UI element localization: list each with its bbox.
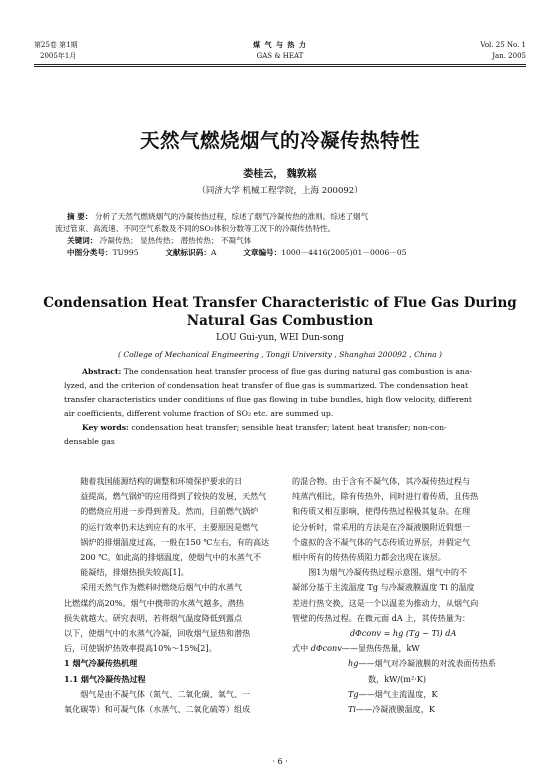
paragraph-5 (292, 565, 506, 626)
text-line: 益提高，燃气锅炉的应用得到了较快的发展，天然气 (80, 491, 267, 502)
article-id-label: 文章编号： (243, 248, 282, 257)
definition-row (292, 656, 506, 671)
definition-text: ——烟气对冷凝液膜的对流表面传热系 (358, 658, 497, 669)
text-line: 以下，使烟气中的水蒸气冷凝，回收烟气显热和潜热 (64, 628, 251, 639)
abstract-en-label: Abstract: (82, 367, 122, 376)
body-left-column (64, 474, 278, 717)
doc-code-label: 文献标识码： (165, 248, 211, 257)
text-line: 比燃煤约高20%。烟气中携带的水蒸气越多，潜热 (64, 597, 244, 608)
text-line: 锅炉的排烟温度过高，一般在150 ℃左右，有的高达 (80, 536, 270, 547)
keywords-cn-text: 冷凝传热； 显热传热； 潜热传热； 不凝气体 (99, 236, 252, 245)
paragraph-3 (64, 687, 278, 717)
definition-row (292, 687, 506, 702)
definition-row (292, 641, 506, 656)
page-number: · 6 · (272, 757, 288, 766)
definitions (292, 641, 506, 717)
abstract-en (64, 365, 512, 449)
header-rule-bottom (34, 66, 526, 67)
authors-en: LOU Gui-yun, WEI Dun-song (216, 333, 344, 343)
definition-symbol: Tg (348, 688, 359, 699)
definition-prefix: 式中 (292, 643, 311, 654)
definition-symbol: Ti (348, 704, 356, 715)
text-line: 随着我国能源结构的调整和环境保护要求的日 (80, 476, 243, 486)
definition-row (292, 672, 506, 687)
definition-symbol: hg (348, 658, 359, 669)
text-line: 论分析时，常采用的方法是在冷凝液膜附近假想一 (292, 521, 471, 532)
paper-title-cn: 天然气燃烧烟气的冷凝传热特性 (139, 129, 420, 152)
definition-text: 数，kW/(m²·K) (368, 673, 426, 684)
section-heading-1-1: 1.1 烟气冷凝传热过程 (64, 673, 146, 684)
paragraph-1 (64, 474, 278, 580)
definition-symbol: dΦconv (310, 643, 342, 654)
keywords-en-line2: densable gas (64, 437, 115, 446)
text-line: 管壁的传热过程。在微元面 dA 上，其传热量为： (292, 612, 471, 623)
text-line: 损失就越大。研究表明，若将烟气温度降低到露点 (64, 612, 243, 623)
text-line: 采用天然气作为燃料时燃烧后烟气中的水蒸气 (80, 582, 243, 593)
definition-text: ——烟气主流温度，K (358, 688, 438, 699)
abstract-en-line3: transfer characteristics under conditions of flue gas flowing in tube bundles, high flow velocity, different (64, 395, 472, 404)
journal-name-en: GAS & HEAT (256, 52, 304, 60)
keywords-cn-label: 关键词： (67, 236, 98, 245)
text-line: 纯蒸汽相比，除有传热外，同时进行着传质，且传热 (292, 491, 479, 502)
text-line: 烟气是由不凝气体（氮气、二氧化碳、氧气、一 (80, 688, 251, 699)
paper-title-en (0, 294, 560, 330)
text-line: 的运行效率仍未达到应有的水平，主要原因是燃气 (80, 521, 259, 532)
text-line: 和传质又相互影响，使得传热过程极其复杂。在理 (292, 506, 471, 517)
text-line: 氧化碳等）和可凝气体（水蒸气、二氧化硫等）组成 (64, 704, 251, 715)
keywords-en-line1: condensation heat transfer; sensible heat transfer; latent heat transfer; non-con- (131, 423, 447, 432)
paragraph-2 (64, 580, 278, 656)
volume-issue-cn: 第25卷 第1期 (34, 41, 78, 49)
date-en: Jan. 2005 (492, 52, 526, 60)
abstract-cn-label: 摘 要： (67, 212, 93, 221)
paper-title-en-line1: Condensation Heat Transfer Characteristic of Flue Gas During (43, 295, 517, 311)
text-line: 能凝结，排烟热损失较高[1]。 (80, 567, 189, 578)
affiliation-cn: （同济大学 机械工程学院，上海 200092） (197, 186, 363, 196)
text-line: 相中所有的传热传质阻力都会出现在该层。 (292, 552, 446, 563)
paper-title-en-line2: Natural Gas Combustion (186, 313, 374, 329)
volume-issue-en: Vol. 25 No. 1 (480, 41, 526, 49)
text-line: 的混合物。由于含有不凝气体，其冷凝传热过程与 (292, 476, 471, 486)
journal-name-cn: 煤 气 与 热 力 (253, 40, 307, 49)
abstract-cn-line2: 流过管束、高流速、不同空气系数及不同的SO₂体积分数等工况下的冷凝传热特性。 (55, 224, 336, 233)
text-line: 后，可使锅炉热效率提高10%～15%[2]。 (64, 643, 217, 654)
keywords-en-label: Key words: (82, 423, 129, 432)
doc-code: A (210, 248, 217, 257)
abstract-en-line4: air coefficients, different volume fraction of SO₂ etc. are summed up. (64, 409, 334, 418)
authors-cn: 娄桂云， 魏敦崧 (243, 169, 317, 180)
clc-label: 中图分类号： (67, 248, 113, 257)
paragraph-4 (292, 474, 506, 565)
text-line: 的燃烧应用进一步得到普及。然而，目前燃气锅炉 (80, 506, 259, 517)
definition-row (292, 702, 506, 717)
date-cn: 2005年1月 (40, 52, 77, 60)
text-line: 差进行热交换，这是一个以温差为推动力，从烟气向 (292, 597, 479, 608)
article-id: 1000－4416(2005)01－0006－05 (281, 248, 407, 257)
abstract-en-line2: lyzed, and the criterion of condensation heat transfer of flue gas is summarized. The condensation heat (64, 381, 469, 390)
definition-text: ——显热传热量，kW (341, 643, 420, 654)
text-line: 个虚拟的含不凝气体的气态传质边界层，并假定气 (292, 536, 471, 547)
abstract-cn-line1: 分析了天然气燃烧烟气的冷凝传热过程，综述了烟气冷凝传热的准则。综述了烟气 (94, 212, 369, 221)
clc-number: TU995 (112, 248, 139, 257)
definition-text: ——冷凝液膜温度，K (356, 704, 435, 715)
text-line: 200 ℃。如此高的排烟温度，使烟气中的水蒸气不 (80, 552, 262, 563)
text-line: 图1为烟气冷凝传热过程示意图。烟气中的不 (308, 567, 468, 578)
header-rule-top (34, 64, 526, 65)
affiliation-en: ( College of Mechanical Engineering , Tongji University , Shanghai 200092 , China ) (117, 350, 443, 359)
abstract-cn (55, 211, 515, 259)
abstract-en-line1: The condensation heat transfer process of flue gas during natural gas combustion is ana- (123, 367, 473, 376)
section-heading-1: 1 烟气冷凝传热机理 (64, 658, 138, 669)
equation: dΦconv = hg (Tg − Ti) dA (350, 628, 457, 639)
text-line: 凝部分基于主流温度 Tg 与冷凝液膜温度 Ti 的温度 (292, 582, 475, 593)
body-right-column (292, 474, 506, 717)
